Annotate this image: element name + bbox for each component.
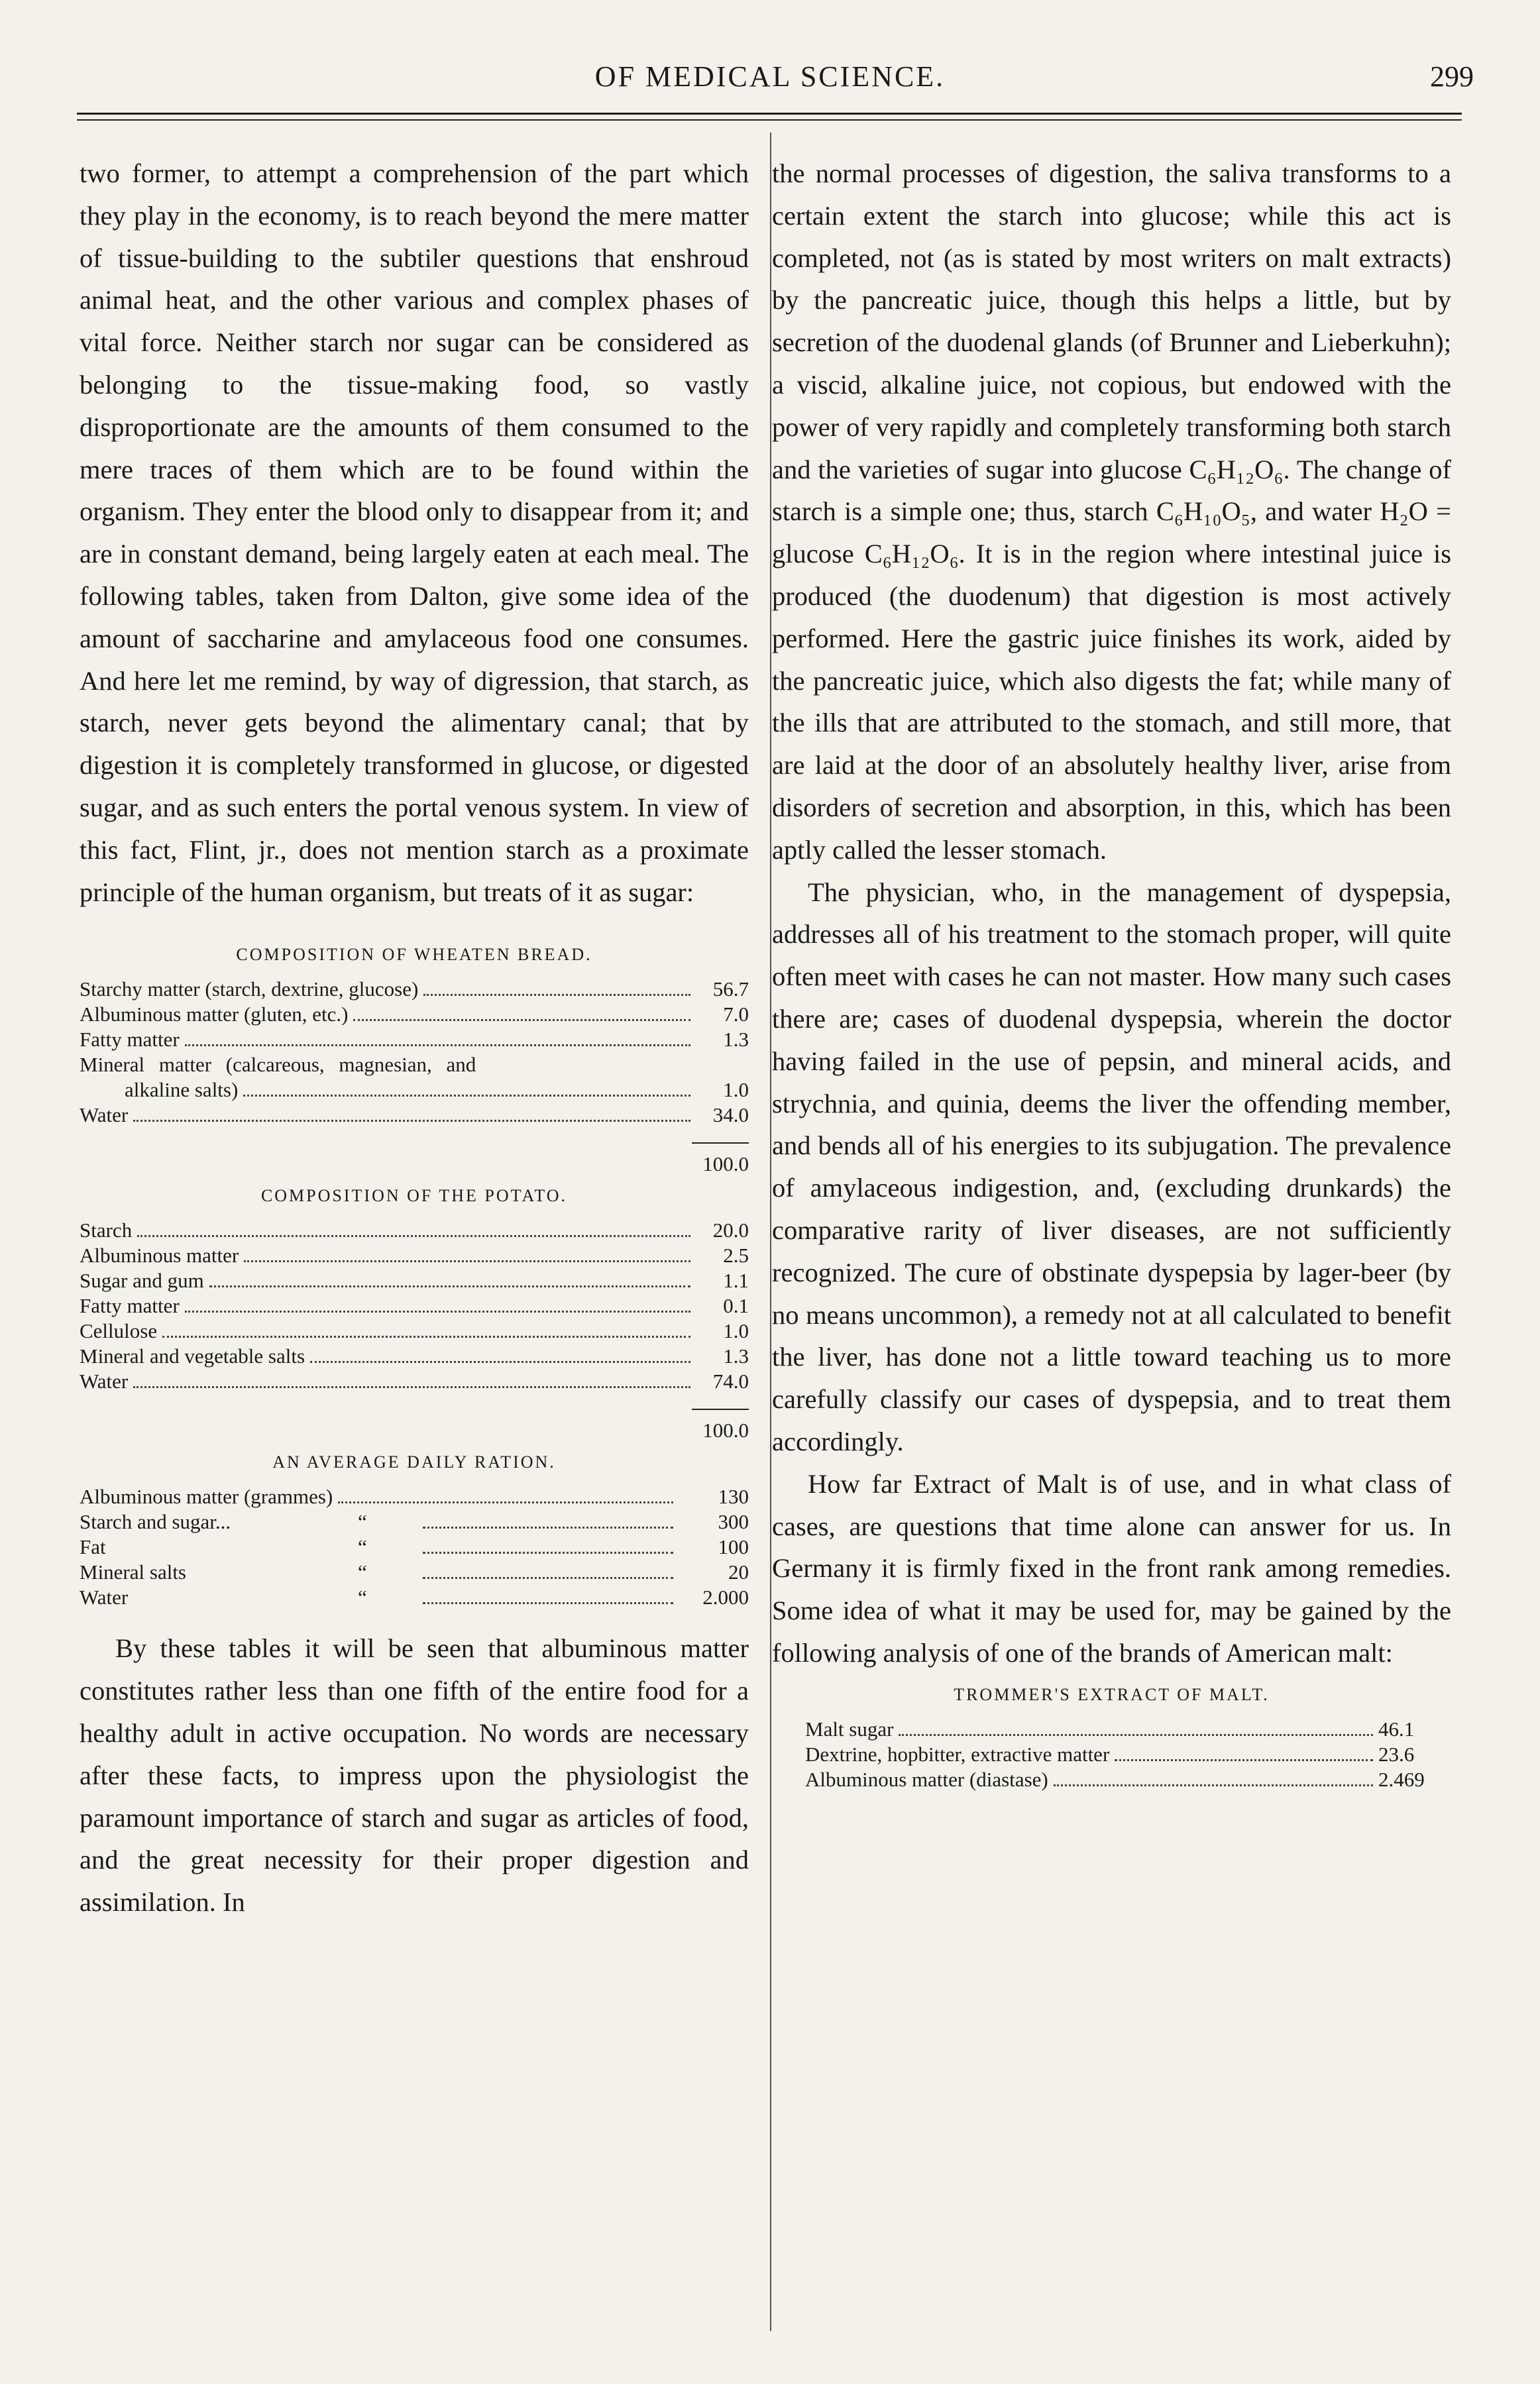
- ditto-mark: “: [358, 1586, 367, 1609]
- table-row: [80, 1319, 749, 1344]
- row-label: Fat: [80, 1535, 106, 1559]
- table-trommers-extract: [772, 1682, 1451, 1792]
- table-row: [80, 1027, 749, 1052]
- row-label: Sugar and gum: [80, 1269, 204, 1293]
- right-column: [772, 152, 1451, 1792]
- row-value: 130: [718, 1485, 749, 1509]
- table-row: [80, 1535, 749, 1560]
- table-row: [80, 1560, 749, 1585]
- row-label: Mineral matter (calcareous, magnesian, and: [80, 1053, 476, 1077]
- row-label: Dextrine, hopbitter, extractive matter: [805, 1742, 1110, 1766]
- left-column: [80, 152, 749, 1923]
- leader-dots: [209, 1285, 690, 1287]
- leader-dots: [423, 1552, 673, 1554]
- table-row: [80, 1243, 749, 1268]
- row-value: 7.0: [723, 1002, 749, 1026]
- column-divider: [770, 133, 771, 2331]
- table-row: [80, 1369, 749, 1394]
- row-label: Starchy matter (starch, dextrine, glucose): [80, 977, 419, 1001]
- row-value: 1.3: [723, 1028, 749, 1052]
- leader-dots: [423, 1527, 673, 1529]
- table-caption: COMPOSITION OF THE POTATO.: [260, 1186, 568, 1206]
- table-row: [80, 1002, 749, 1027]
- row-label: Mineral and vegetable salts: [80, 1344, 305, 1368]
- row-value: 20: [728, 1560, 749, 1584]
- table-row: [772, 1742, 1451, 1767]
- row-label: Mineral salts: [80, 1560, 186, 1584]
- table-row: [80, 1484, 749, 1509]
- leader-dots: [1115, 1759, 1373, 1761]
- total-rule: [692, 1142, 749, 1144]
- leader-dots: [338, 1501, 673, 1503]
- row-label: Fatty matter: [80, 1028, 180, 1052]
- row-label: Albuminous matter: [80, 1244, 239, 1268]
- row-label: Albuminous matter (gluten, etc.): [80, 1002, 349, 1026]
- table-row: [80, 1293, 749, 1319]
- leader-dots: [133, 1120, 690, 1122]
- row-value: 1.0: [723, 1078, 749, 1102]
- leader-dots: [423, 1602, 673, 1604]
- row-value: 1.3: [723, 1344, 749, 1368]
- table-row: [772, 1717, 1451, 1742]
- leader-dots: [243, 1095, 690, 1097]
- row-label: Starch and sugar...: [80, 1510, 231, 1534]
- row-label: Water: [80, 1586, 129, 1609]
- leader-dots: [162, 1336, 690, 1338]
- leader-dots: [133, 1386, 690, 1388]
- ditto-mark: “: [358, 1535, 367, 1559]
- table-row: [772, 1767, 1451, 1792]
- paragraph: The physician, who, in the management of dyspepsia, addresses all of his treatment to the stomach proper, will quite often meet with cases he can not master. How many such cases there are; cases of duodenal dyspepsia, wherein the doctor having failed in the use of pepsin, and mineral acids, and strychnia, and quinia, deems the liver the offending member, and bends all of his energies to its subjugation. The prevalence of amylaceous indigestion, and, (excluding drunkards) the comparative rarity of liver diseases, are not sufficiently recognized. The cure of obstinate dyspepsia by lager-beer (by no means uncommon), a remedy not at all calculated to benefit the liver, has done not a little toward teaching us to more carefully classify our cases of dyspepsia, and to treat them accordingly.: [772, 877, 1451, 1456]
- row-value: 2.469: [1378, 1767, 1425, 1791]
- table-row: [80, 1218, 749, 1243]
- table-row: [80, 977, 749, 1002]
- row-value: 100: [718, 1535, 749, 1559]
- header-rule: [77, 113, 1462, 115]
- row-label: Malt sugar: [805, 1717, 894, 1741]
- row-value: 300: [718, 1510, 749, 1534]
- table-row: [80, 1585, 749, 1610]
- table-row: [80, 1268, 749, 1293]
- ditto-mark: “: [358, 1510, 367, 1534]
- table-caption: TROMMER'S EXTRACT OF MALT.: [954, 1684, 1270, 1704]
- row-value: 20.0: [712, 1219, 749, 1242]
- leader-dots: [899, 1734, 1373, 1736]
- table-row: [80, 1103, 749, 1128]
- leader-dots: [310, 1361, 690, 1363]
- row-value: 74.0: [712, 1370, 749, 1393]
- table-daily-ration: [80, 1450, 749, 1610]
- page-number: 299: [1430, 60, 1474, 93]
- row-label: Water: [80, 1103, 129, 1127]
- leader-dots: [1054, 1784, 1373, 1786]
- leader-dots: [137, 1235, 690, 1237]
- leader-dots: [185, 1044, 690, 1046]
- leader-dots: [185, 1311, 690, 1313]
- header-rule-thin: [77, 119, 1462, 121]
- ditto-mark: “: [358, 1560, 367, 1584]
- row-label: Water: [80, 1370, 129, 1393]
- paragraph: two former, to attempt a comprehension of the part which they play in the economy, is to reach beyond the mere matter of tissue-building to the subtiler questions that enshroud animal heat, and the other various and complex phases of vital force. Neither starch nor sugar can be considered as belonging to the tissue-making food, so vastly disproportionate are the amounts of them consumed to the mere traces of them which are to be found within the organism. They enter the blood only to disappear from it; and are in constant demand, being largely eaten at each meal. The following tables, taken from Dalton, give some idea of the amount of saccharine and amylaceous food one consumes. And here let me remind, by way of digression, that starch, as starch, never gets beyond the alimentary canal; that by digestion it is completely transformed in glucose, or digested sugar, and as such enters the portal venous system. In view of this fact, Flint, jr., does not mention starch as a proximate principle of the human organism, but treats of it as sugar:: [80, 158, 749, 907]
- table-row: [80, 1344, 749, 1369]
- row-value: 2.5: [723, 1244, 749, 1268]
- row-value: 23.6: [1378, 1742, 1415, 1766]
- leader-dots: [423, 1577, 673, 1579]
- table-potato: [80, 1183, 749, 1443]
- table-total: 100.0: [702, 1152, 749, 1176]
- row-value: 56.7: [712, 977, 749, 1001]
- table-total: 100.0: [702, 1419, 749, 1442]
- leader-dots: [244, 1260, 690, 1262]
- row-label: Fatty matter: [80, 1294, 180, 1318]
- table-row: [80, 1052, 749, 1077]
- row-label: Cellulose: [80, 1319, 158, 1343]
- paragraph: the normal processes of digestion, the saliva transforms to a certain extent the starch into glucose; while this act is completed, not (as is stated by most writers on malt extracts) by the pancreatic juice, though this helps a little, but by secretion of the duodenal glands (of Brunner and Lieberkuhn); a viscid, alkaline juice, not copious, but endowed with the power of very rapidly and completely transforming both starch and the varieties of sugar into glucose C₆H₁₂O₆. The change of starch is a simple one; thus, starch C₆H₁₀O₅, and water H₂O = glucose C₆H₁₂O₆. It is in the region where intestinal juice is produced (the duodenum) that digestion is most actively performed. Here the gastric juice finishes its work, aided by the pancreatic juice, which also digests the fat; while many of the ills that are attributed to the stomach, and still more, that are laid at the door of an absolutely healthy liver, arise from disorders of secretion and absorption, in this, which has been aptly called the lesser stomach.: [772, 158, 1451, 865]
- paragraph: How far Extract of Malt is of use, and in what class of cases, are questions that time alone can answer for us. In Germany it is firmly fixed in the front rank among remedies. Some idea of what it may be used for, may be gained by the following analysis of one of the brands of American malt:: [772, 1468, 1451, 1668]
- table-caption: COMPOSITION OF WHEATEN BREAD.: [236, 945, 592, 965]
- table-row: [80, 1077, 749, 1103]
- row-value: 2.000: [702, 1586, 749, 1609]
- table-row: [80, 1509, 749, 1535]
- row-value: 46.1: [1378, 1717, 1415, 1741]
- running-head: [40, 60, 1500, 99]
- row-label: Albuminous matter (grammes): [80, 1485, 333, 1509]
- leader-dots: [353, 1019, 690, 1021]
- table-caption: AN AVERAGE DAILY RATION.: [272, 1452, 556, 1472]
- table-wheaten-bread: [80, 942, 749, 1177]
- total-rule: [692, 1409, 749, 1410]
- row-value: 34.0: [712, 1103, 749, 1127]
- row-value: 1.1: [723, 1269, 749, 1293]
- leader-dots: [423, 994, 690, 996]
- running-title: OF MEDICAL SCIENCE.: [594, 60, 946, 93]
- row-value: 1.0: [723, 1319, 749, 1343]
- paragraph: By these tables it will be seen that albuminous matter constitutes rather less than one fifth of the entire food for a healthy adult in active occupation. No words are necessary after these facts, to impress upon the physiologist the paramount importance of starch and sugar as articles of food, and the great necessity for their proper digestion and assimilation. In: [80, 1633, 749, 1918]
- row-label-continued: alkaline salts): [125, 1078, 239, 1102]
- row-label: Albuminous matter (diastase): [805, 1767, 1048, 1791]
- row-label: Starch: [80, 1219, 133, 1242]
- row-value: 0.1: [723, 1294, 749, 1318]
